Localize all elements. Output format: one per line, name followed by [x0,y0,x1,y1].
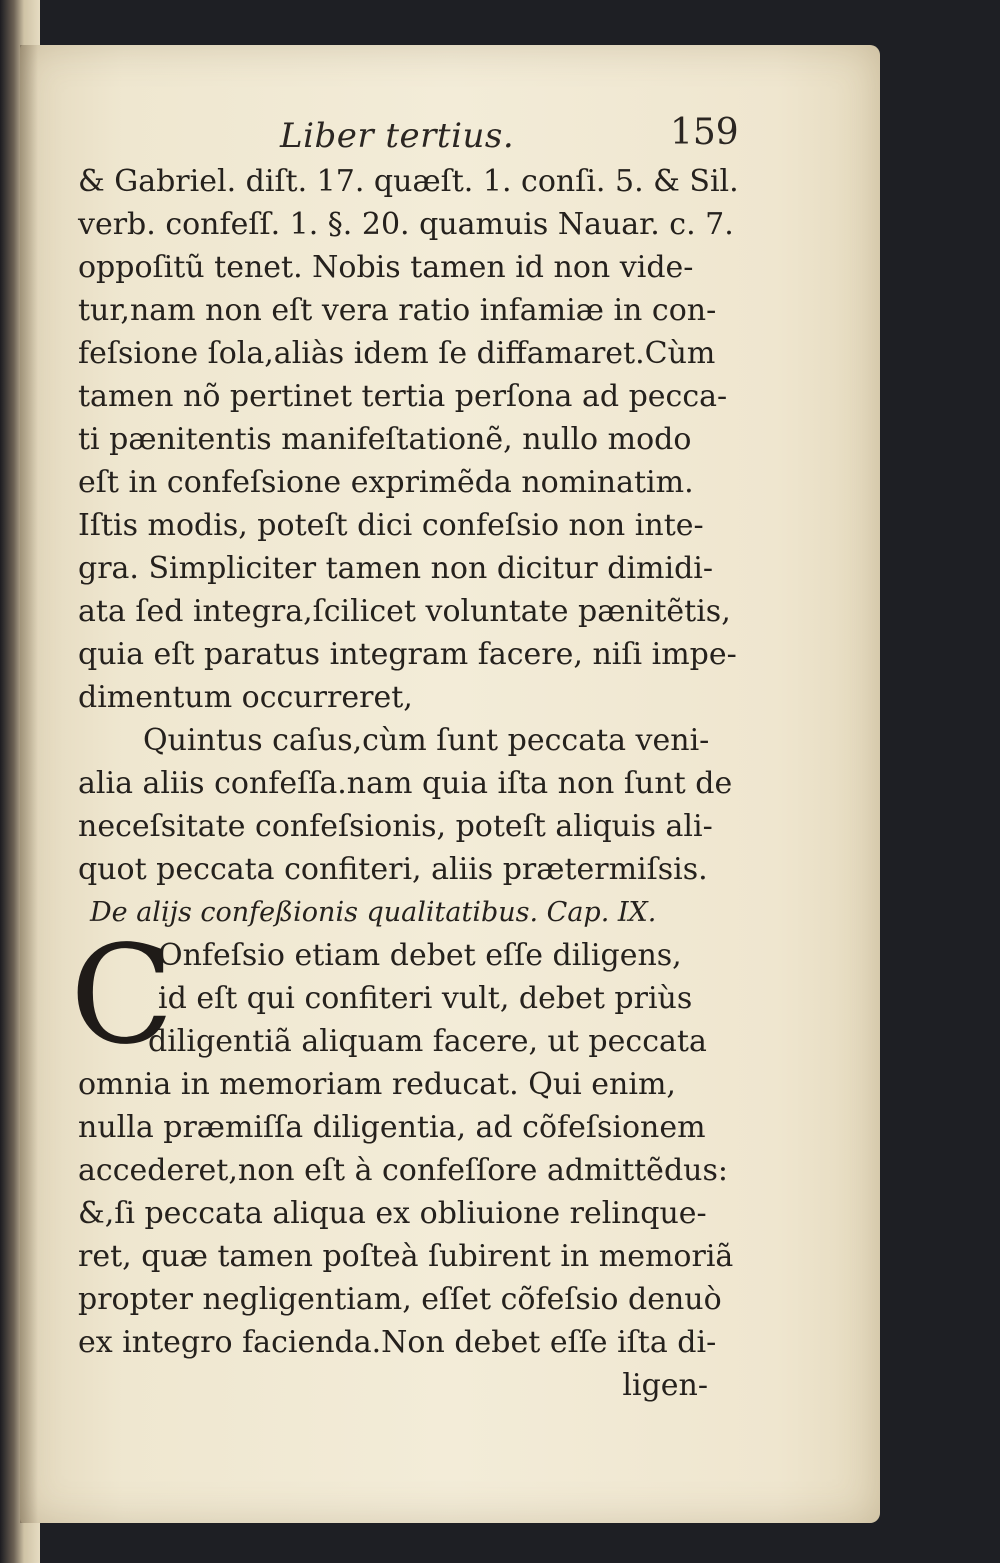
text-line: dimentum occurreret, [78,680,413,715]
text-line: &,ſi peccata aliqua ex obliuione relinque- [78,1196,707,1231]
text-block [70,160,739,1407]
text-line: nulla præmiſſa diligentia, ad cõfeſsionem [78,1110,706,1145]
page-number: 159 [670,112,739,153]
chapter-paragraph [70,917,734,1364]
catchword: ligen- [622,1368,708,1403]
text-line: ex integro facienda.Non debet eſſe iſta di- [78,1325,717,1360]
text-line: neceſsitate confeſsionis, poteſt aliquis ali- [78,809,713,844]
chapter-heading: De alijs confeßionis qualitatibus. Cap. IX. [90,897,657,928]
text-line: verb. confeſſ. 1. §. 20. quamuis Nauar. c. 7. [78,207,734,242]
text-line: quot peccata confiteri, aliis prætermiſsis. [78,852,708,887]
text-line: ata ſed integra,ſcilicet voluntate pænitẽtis, [78,594,731,629]
text-line: oppoſitũ tenet. Nobis tamen id non vide- [78,250,694,285]
running-head [250,108,739,158]
text-line: & Gabriel. diſt. 17. quæſt. 1. conſi. 5. & Sil. [78,164,739,199]
running-head-title: Liber tertius. [280,116,515,156]
text-line: ret, quæ tamen poſteà ſubirent in memoriã [78,1239,734,1274]
drop-cap: C [70,917,175,1075]
text-line: diligentiã aliquam facere, ut peccata [148,1024,707,1059]
text-line: quia eſt paratus integram facere, niſi impe- [78,637,737,672]
text-line: tamen nõ pertinet tertia perſona ad pecca- [78,379,728,414]
text-line: alia aliis confeſſa.nam quia iſta non ſunt de [78,766,733,801]
paragraph-2 [78,719,733,891]
text-line: feſsione ſola,aliàs idem ſe diffamaret.Cùm [78,336,716,371]
text-line: tur,nam non eſt vera ratio infamiæ in con- [78,293,717,328]
text-line: id eſt qui confiteri vult, debet priùs [158,981,693,1016]
text-line: Onfeſsio etiam debet eſſe diligens, [158,938,682,973]
text-line: Iſtis modis, poteſt dici confeſsio non inte- [78,508,704,543]
text-line: propter negligentiam, eſſet cõfeſsio denuò [78,1282,722,1317]
text-line: gra. Simpliciter tamen non dicitur dimidi- [78,551,714,586]
page-gutter-shadow [20,45,38,1523]
text-line: Quintus caſus,cùm ſunt peccata veni- [143,723,710,758]
paragraph-1 [78,160,739,719]
text-line: ti pænitentis manifeſtationẽ, nullo modo [78,422,692,457]
text-line: eſt in confeſsione exprimẽda nominatim. [78,465,694,500]
text-line: accederet,non eſt à confeſſore admittẽdus: [78,1153,728,1188]
text-line: omnia in memoriam reducat. Qui enim, [78,1067,676,1102]
